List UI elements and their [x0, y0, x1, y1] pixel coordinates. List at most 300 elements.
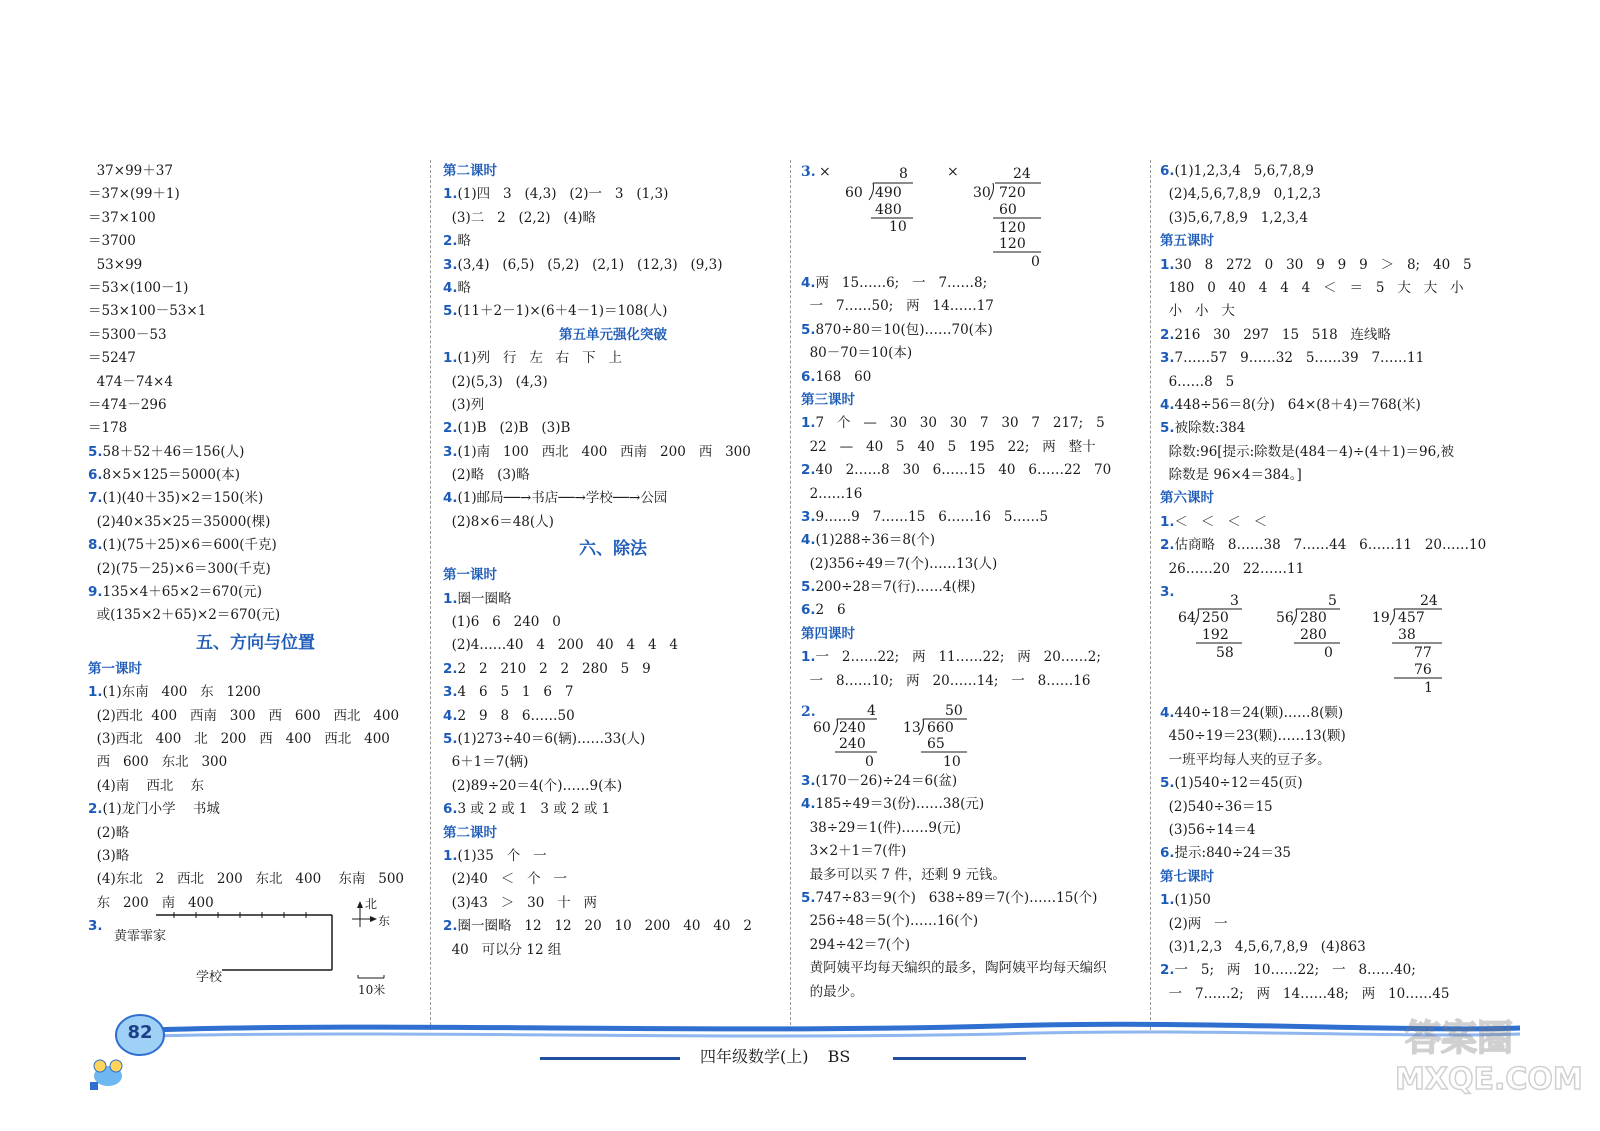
answer-line: [443, 611, 783, 634]
item-number: 3.: [801, 508, 816, 525]
dividend: 660: [927, 720, 954, 736]
answer-line: [88, 581, 423, 604]
item-number: 4.: [443, 707, 458, 724]
dividend: 720: [999, 185, 1026, 201]
book-title-text: 四年级数学(上): [700, 1047, 809, 1066]
answer-line: [801, 272, 1141, 295]
product: 480: [875, 202, 902, 218]
answer-line: [801, 599, 1141, 622]
long-division-1: [1178, 593, 1242, 661]
answer-line: [443, 394, 783, 417]
answer-line: [88, 254, 423, 277]
line-text: 一 7……2; 两 14……48; 两 10……45: [1160, 985, 1450, 1002]
quotient: 24: [1420, 593, 1438, 609]
line-text: 7 个 — 30 30 30 7 30 7 217; 5: [815, 415, 1105, 432]
line-text: 圈一圈略: [457, 590, 512, 607]
line-text: (1)东南 400 东 1200: [102, 684, 261, 701]
long-division-2: [973, 166, 1041, 270]
quotient: 8: [899, 166, 908, 182]
line-text: 26……20 22……11: [1160, 560, 1305, 577]
long-division-1: [813, 703, 877, 768]
line-text: (2)4……40 4 200 40 4 4 4: [443, 637, 679, 654]
lesson-heading: [801, 623, 1141, 646]
answer-line: [801, 910, 1141, 933]
answer-line: [88, 160, 423, 183]
line-text: (1)四 3 (4,3) (2)一 3 (1,3): [457, 186, 669, 203]
line-text: 第一课时: [88, 660, 142, 677]
product: 192: [1202, 627, 1229, 643]
answer-line: [88, 300, 423, 323]
answer-line: [443, 939, 783, 962]
answer-line: [88, 604, 423, 627]
line-text: (1)35 个 一: [457, 847, 547, 864]
item-number: 3.: [1160, 584, 1175, 601]
line-text: ＝178: [88, 420, 128, 437]
item-number: 6.: [801, 368, 816, 385]
answer-line: [88, 775, 423, 798]
answer-line: [88, 371, 423, 394]
answer-line: [443, 347, 783, 370]
answer-line: [801, 342, 1141, 365]
answer-line: [88, 183, 423, 206]
column-3-division-mid: [801, 700, 1141, 768]
line-text: (1)273÷40＝6(辆)……33(人): [457, 730, 646, 747]
item-number: 5.: [801, 889, 816, 906]
remainder: 10: [943, 754, 961, 768]
line-text: (3)56÷14＝4: [1160, 821, 1256, 838]
line-text: 一班平均每人夹的豆子多。: [1160, 751, 1331, 768]
item-number: 4.: [1160, 396, 1175, 413]
page-number: 82: [127, 1022, 153, 1043]
answer-line: [801, 295, 1141, 318]
line-text: (2)40 ＜ 个 一: [443, 871, 568, 888]
item-number: 5.: [801, 579, 816, 596]
line-text: 37×99＋37: [88, 163, 173, 179]
answer-line: [1160, 983, 1505, 1006]
line-text: 185÷49＝3(份)……38(元): [815, 796, 985, 813]
answer-line: [801, 864, 1141, 887]
answer-line: [443, 254, 783, 277]
line-text: (1)龙门小学 书城: [102, 801, 220, 818]
remainder: 0: [1031, 254, 1040, 270]
answer-line: [801, 934, 1141, 957]
quotient: 3: [1230, 593, 1239, 609]
line-text: 除数:96[提示:除数是(484－4)÷(4＋1)＝96,被: [1160, 443, 1455, 460]
item-number: 4.: [443, 490, 458, 507]
line-text: 一 2……22; 两 11……22; 两 20……2;: [815, 649, 1101, 666]
item-number: 1.: [801, 649, 816, 666]
column-4: [1160, 160, 1505, 604]
line-text: 216 30 297 15 518 连线略: [1174, 326, 1392, 343]
line-text: 80－70＝10(本): [801, 345, 913, 362]
item-number: 1.: [443, 186, 458, 203]
line-text: 22 — 40 5 40 5 195 22; 两 整十: [801, 438, 1096, 455]
answer-line: [443, 681, 783, 704]
map-drawing: [110, 895, 410, 1000]
item-number: 2.: [443, 660, 458, 677]
partial-remainder: 120: [999, 220, 1026, 236]
line-text: (4)东北 2 西北 200 东北 400 东南 500: [88, 871, 405, 888]
item-number: 1.: [1160, 256, 1175, 273]
product: 60: [999, 202, 1017, 218]
answer-line: [801, 957, 1141, 980]
divisor: 19: [1372, 610, 1390, 626]
answer-line: [801, 412, 1141, 435]
item-number: 2.: [443, 918, 458, 935]
answer-line: [88, 558, 423, 581]
remainder: 0: [865, 754, 874, 768]
column-3-division-top: [801, 160, 1141, 272]
answer-line: [1160, 160, 1505, 183]
answer-line: [1160, 534, 1505, 557]
answer-line: [801, 436, 1141, 459]
line-text: 一 5; 两 10……22; 一 8……40;: [1174, 962, 1416, 979]
long-division-triple: [1160, 592, 1505, 704]
line-text: 第四课时: [801, 625, 855, 642]
lesson-heading: [443, 324, 783, 347]
lesson-heading: [443, 564, 783, 587]
line-text: ＝5300－53: [88, 326, 167, 343]
answer-line: [1160, 936, 1505, 959]
item-number: 3.: [1160, 350, 1175, 367]
answer-line: [1160, 300, 1505, 323]
lesson-heading: [1160, 487, 1505, 510]
quotient: 24: [1013, 166, 1031, 182]
item-number: 1.: [801, 415, 816, 432]
line-text: 被除数:384: [1174, 420, 1246, 437]
line-text: 第三课时: [801, 391, 855, 408]
item-number: 4.: [443, 279, 458, 296]
line-text: (1)南 100 西北 400 西南 200 西 300: [457, 443, 751, 460]
answer-line: [1160, 959, 1505, 982]
item-number: 5.: [1160, 420, 1175, 437]
answer-line: [1160, 913, 1505, 936]
answer-line: [1160, 324, 1505, 347]
line-text: (3)西北 400 北 200 西 400 西北 400: [88, 730, 390, 747]
answer-line: [801, 840, 1141, 863]
divisor: 13: [903, 720, 921, 736]
product: 120: [999, 236, 1026, 252]
column-4-lower: [1160, 702, 1505, 1006]
answer-line: [88, 751, 423, 774]
watermark-cn: 答案圈: [1405, 1018, 1514, 1059]
item-number: 1.: [1160, 892, 1175, 909]
long-division-2: [1276, 593, 1340, 661]
line-text: (2)540÷36＝15: [1160, 798, 1273, 815]
answer-line: [443, 464, 783, 487]
line-text: 256÷48＝5(个)……16(个): [801, 913, 979, 930]
line-text: 3 或 2 或 1 3 或 2 或 1: [457, 801, 611, 818]
answer-line: [443, 441, 783, 464]
column-2: [443, 160, 783, 962]
line-text: 第七课时: [1160, 868, 1214, 885]
item-number: 1.: [443, 847, 458, 864]
answer-line: [1160, 371, 1505, 394]
column-divider: [430, 160, 431, 1030]
line-text: (3)43 ＞ 30 十 两: [443, 894, 598, 911]
line-text: 30 8 272 0 30 9 9 9 ＞ 8; 40 5: [1174, 256, 1472, 273]
section-heading: [88, 628, 423, 658]
answer-line: [88, 681, 423, 704]
line-text: (3)列: [443, 396, 485, 413]
footer-rule-left: [540, 1057, 680, 1060]
quotient: 4: [867, 703, 876, 719]
item-number: 1.: [88, 684, 103, 701]
line-text: (2)8×6＝48(人): [443, 513, 554, 530]
answer-line: [88, 417, 423, 440]
item-number: 2.: [1160, 537, 1175, 554]
line-text: (1)540÷12＝45(页): [1174, 775, 1303, 792]
line-text: 提示:840÷24＝35: [1174, 845, 1292, 862]
line-text: 黄阿姨平均每天编织的最多，陶阿姨平均每天编织: [801, 960, 1107, 977]
line-text: 一 7……50; 两 14……17: [801, 298, 994, 315]
column-1: [88, 160, 423, 939]
line-text: (2)略: [88, 824, 130, 841]
line-text: 2 2 210 2 2 280 5 9: [457, 660, 651, 677]
item-number: 5.: [1160, 775, 1175, 792]
remainder: 10: [889, 219, 907, 235]
answer-line: [801, 366, 1141, 389]
item-number: 2.: [443, 420, 458, 437]
answer-line: [1160, 725, 1505, 748]
footer-band: [0, 1010, 1600, 1127]
line-text: 小 小 大: [1160, 303, 1235, 320]
item-number: 6.: [1160, 163, 1175, 179]
answer-line: [443, 183, 783, 206]
item-number: 3.: [88, 918, 103, 935]
answer-line: [88, 394, 423, 417]
line-text: (2)356÷49＝7(个)……13(人): [801, 555, 998, 572]
answer-line: [88, 845, 423, 868]
answer-line: [801, 817, 1141, 840]
answer-line: [1160, 277, 1505, 300]
line-text: (1)6 6 240 0: [443, 614, 561, 631]
item-number: 1.: [443, 350, 458, 367]
divisor: 60: [813, 720, 831, 736]
item-number: 2.: [801, 704, 816, 720]
line-text: ＝5247: [88, 350, 136, 367]
line-text: (2)(5,3) (4,3): [443, 373, 548, 390]
lesson-heading: [443, 822, 783, 845]
dividend: 490: [875, 185, 902, 201]
answer-line: [88, 798, 423, 821]
school-label: 学校: [196, 970, 223, 985]
line-text: (1)(40＋35)×2＝150(米): [102, 490, 264, 507]
section-heading: [443, 534, 783, 564]
line-text: 估商略 8……38 7……44 6……11 20……10: [1174, 537, 1487, 554]
long-division-2: [903, 703, 967, 768]
product: 38: [1398, 627, 1416, 643]
answer-line: [1160, 842, 1505, 865]
answer-line: [801, 319, 1141, 342]
item-number: 1.: [1160, 513, 1175, 530]
line-text: (1)列 行 左 右 下 上: [457, 350, 623, 367]
line-text: 58＋52＋46＝156(人): [102, 443, 245, 460]
line-text: (1)50: [1174, 892, 1211, 909]
answer-line: [443, 892, 783, 915]
wrong-mark: ×: [819, 164, 831, 180]
line-text: 第二课时: [443, 163, 497, 179]
line-text: 第六课时: [1160, 490, 1214, 507]
answer-line: [1160, 464, 1505, 487]
line-text: (2)4,5,6,7,8,9 0,1,2,3: [1160, 186, 1321, 203]
line-text: (2)(75－25)×6＝300(千克): [88, 560, 271, 577]
item-number: 2.: [1160, 962, 1175, 979]
dividend: 280: [1300, 610, 1327, 626]
line-text: (2)89÷20＝4(个)……9(本): [443, 777, 623, 794]
answer-line: [88, 728, 423, 751]
line-text: 第一课时: [443, 567, 497, 584]
line-text: 8×5×125＝5000(本): [102, 467, 240, 484]
answer-line: [443, 277, 783, 300]
column-3: [801, 272, 1141, 693]
remainder: 58: [1216, 645, 1234, 661]
wrong-mark: ×: [947, 164, 959, 180]
answer-line: [1160, 347, 1505, 370]
answer-line: [1160, 254, 1505, 277]
line-text: (3)5,6,7,8,9 1,2,3,4: [1160, 209, 1308, 226]
answer-line: [443, 487, 783, 510]
scale-bar: [358, 975, 385, 997]
item-number: 2.: [801, 462, 816, 479]
remainder: 0: [1324, 645, 1333, 661]
line-text: (3)1,2,3 4,5,6,7,8,9 (4)863: [1160, 938, 1366, 955]
item-number: 3.: [443, 684, 458, 701]
answer-line: [1160, 772, 1505, 795]
line-text: 2 9 8 6……50: [457, 707, 575, 724]
answer-line: [443, 634, 783, 657]
answer-line: [801, 483, 1141, 506]
answer-line: [1160, 749, 1505, 772]
answer-line: [1160, 889, 1505, 912]
answer-line: [88, 511, 423, 534]
line-text: 440÷18＝24(颗)……8(颗): [1174, 705, 1344, 721]
footer-rule-right: [893, 1057, 1026, 1060]
line-text: 6……8 5: [1160, 373, 1235, 390]
line-text: 最多可以买 7 件，还剩 9 元钱。: [801, 866, 1006, 883]
line-text: (2)西北 400 西南 300 西 600 西北 400: [88, 707, 400, 724]
item-number: 2.: [88, 801, 103, 818]
line-text: (1)(75＋25)×6＝600(千克): [102, 537, 277, 554]
item-number: 2.: [443, 233, 458, 250]
footer-wave-decoration: [0, 1010, 1600, 1127]
line-text: 2 6: [815, 602, 846, 619]
answer-line: [801, 459, 1141, 482]
lesson-heading: [443, 160, 783, 183]
answer-line: [1160, 183, 1505, 206]
answer-line: [1160, 417, 1505, 440]
line-text: 略: [457, 233, 472, 250]
lesson-heading: [801, 389, 1141, 412]
line-text: (2)40×35×25＝35000(棵): [88, 513, 271, 530]
divisor: 56: [1276, 610, 1294, 626]
line-text: 448÷56＝8(分) 64×(8＋4)＝768(米): [1174, 396, 1421, 413]
answer-line: [1160, 441, 1505, 464]
direction-map: [110, 895, 410, 1000]
answer-line: [1160, 819, 1505, 842]
watermark-url: MXQE.COM: [1395, 1062, 1583, 1097]
dividend: 250: [1202, 610, 1229, 626]
line-text: 两 15……6; 一 7……8;: [815, 275, 988, 291]
answer-line: [801, 670, 1141, 693]
answer-line: [443, 511, 783, 534]
answer-line: [1160, 394, 1505, 417]
answer-line: [443, 728, 783, 751]
answer-line: [88, 277, 423, 300]
answer-line: [88, 324, 423, 347]
answer-line: [443, 798, 783, 821]
north-label: 北: [365, 897, 378, 911]
product: 65: [927, 736, 945, 752]
line-text: (3,4) (6,5) (5,2) (2,1) (12,3) (9,3): [457, 256, 723, 273]
item-number: 6.: [443, 801, 458, 818]
answer-line: [801, 770, 1141, 793]
item-number: 8.: [88, 537, 103, 554]
product: 76: [1414, 662, 1432, 678]
answer-line: [1160, 702, 1505, 725]
lesson-heading: [1160, 866, 1505, 889]
item-number: 6.: [88, 467, 103, 484]
lesson-heading: [1160, 230, 1505, 253]
line-text: ＝37×(99＋1): [88, 186, 180, 203]
line-text: 6＋1＝7(辆): [443, 754, 529, 771]
item-number: 6.: [1160, 845, 1175, 862]
line-text: (1)1,2,3,4 5,6,7,8,9: [1174, 163, 1314, 179]
item-number: 5.: [88, 443, 103, 460]
answer-line: [88, 487, 423, 510]
east-label: 东: [378, 914, 391, 928]
line-text: 五、方向与位置: [196, 632, 315, 653]
answer-line: [801, 887, 1141, 910]
line-text: 第五单元强化突破: [559, 326, 667, 343]
line-text: ＝3700: [88, 233, 136, 250]
line-text: 的最少。: [801, 983, 864, 1000]
line-text: 9……9 7……15 6……16 5……5: [815, 508, 1049, 525]
line-text: (1)B (2)B (3)B: [457, 420, 571, 437]
line-text: ＝37×100: [88, 209, 156, 226]
line-text: 一 8……10; 两 20……14; 一 8……16: [801, 672, 1091, 689]
remainder: 1: [1424, 680, 1433, 696]
long-division-pair: [801, 700, 1141, 768]
divisor: 64: [1178, 610, 1196, 626]
answer-line: [443, 658, 783, 681]
line-text: 4 6 5 1 6 7: [457, 684, 574, 701]
item-number: 3.: [443, 256, 458, 273]
dividend: 457: [1398, 610, 1425, 626]
quotient: 50: [945, 703, 963, 719]
answer-line: [88, 534, 423, 557]
answer-line: [88, 464, 423, 487]
line-text: 六、除法: [579, 539, 647, 560]
column-4-division: [1160, 592, 1505, 704]
dividend: 240: [839, 720, 866, 736]
item-number: 9.: [88, 584, 103, 601]
line-text: 西 600 东北 300: [88, 754, 228, 771]
line-text: ＜ ＜ ＜ ＜: [1174, 513, 1268, 530]
line-text: 474－74×4: [88, 373, 173, 390]
line-text: (170－26)÷24＝6(盆): [815, 773, 958, 789]
answer-line: [443, 230, 783, 253]
line-text: (3)二 2 (2,2) (4)略: [443, 209, 597, 226]
line-text: 40 2……8 30 6……15 40 6……22 70: [815, 462, 1112, 479]
line-text: 870÷80＝10(包)……70(本): [815, 321, 993, 338]
item-number: 3.: [801, 164, 816, 180]
item-number: 5.: [443, 303, 458, 320]
item-number: 4.: [801, 275, 816, 291]
line-text: 168 60: [815, 368, 872, 385]
line-text: (2)两 一: [1160, 915, 1228, 932]
line-text: (3)略: [88, 847, 130, 864]
